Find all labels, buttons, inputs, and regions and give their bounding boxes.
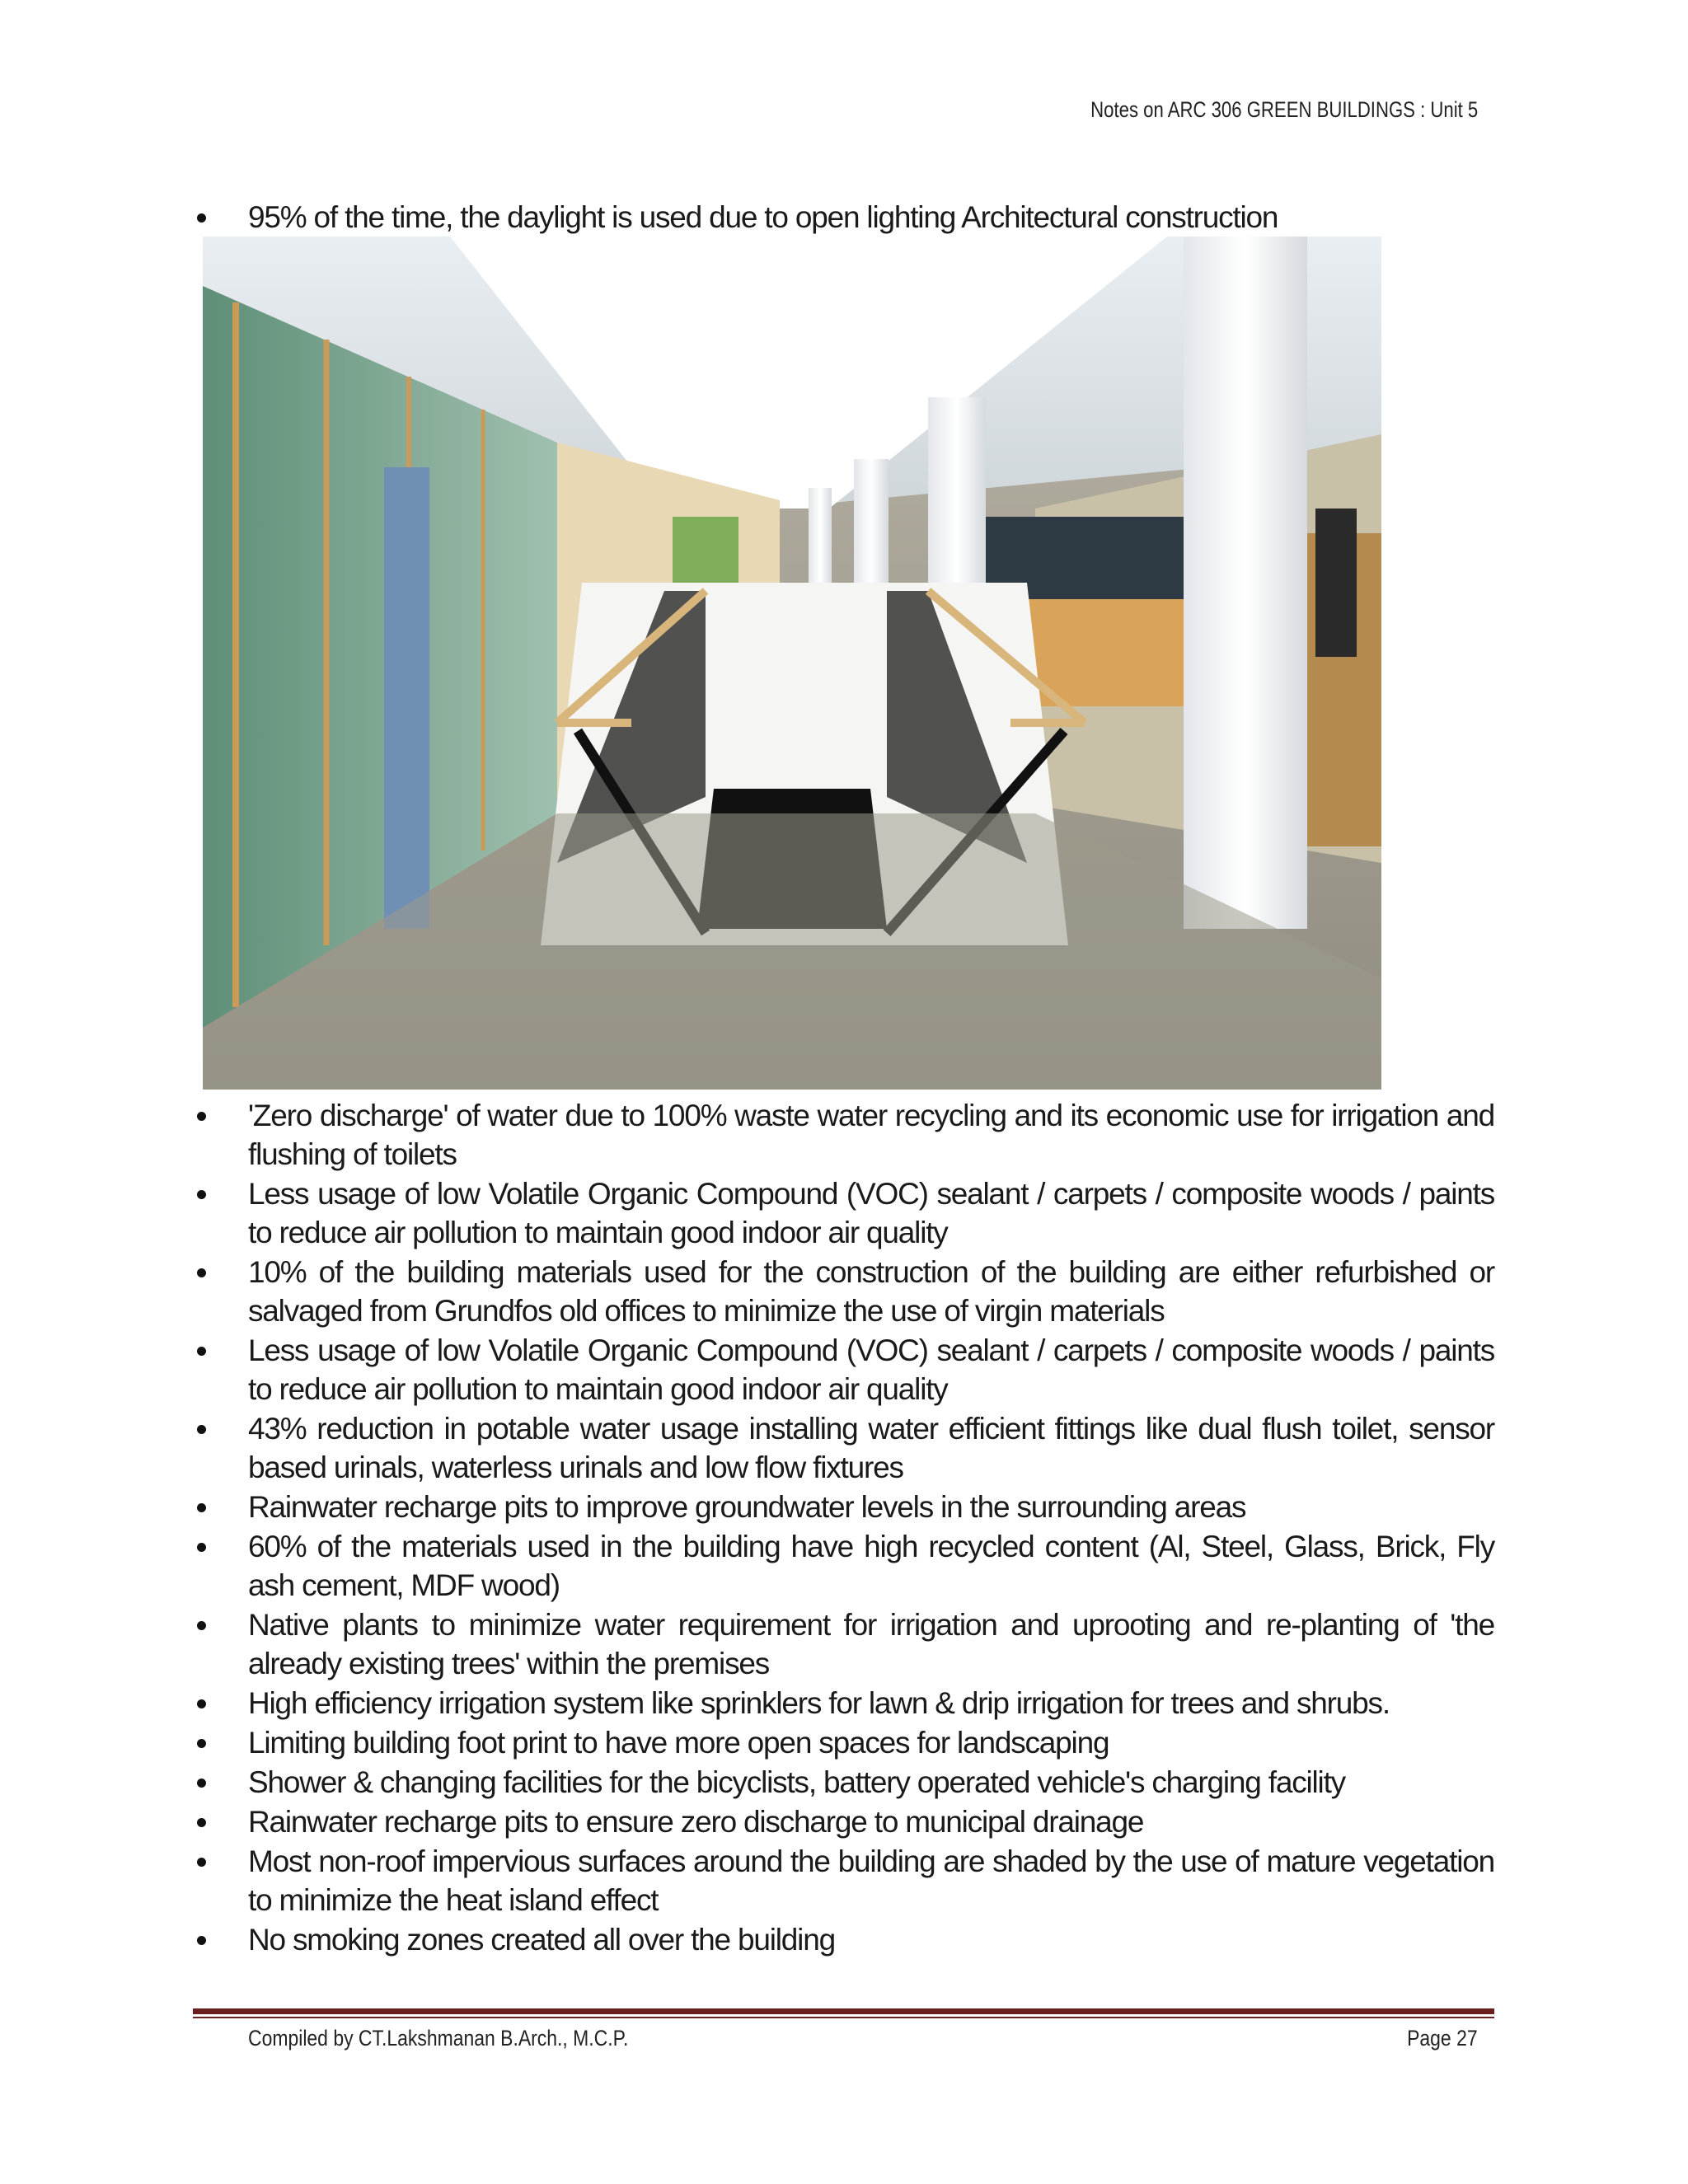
- bullet-dot-icon: [197, 1779, 206, 1788]
- list-item: [204, 1723, 1494, 1762]
- bullet-dot-icon: [197, 1425, 206, 1434]
- list-item: [204, 1842, 1494, 1919]
- bullet-text: 10% of the building materials used for the construction of the building are either refurbished or salvaged from Grundfos old offices to minimize the use of virgin materials: [248, 1255, 1494, 1328]
- list-item: [204, 1488, 1494, 1526]
- bullet-text: 'Zero discharge' of water due to 100% waste water recycling and its economic use for irrigation and flushing of toilets: [248, 1099, 1494, 1171]
- bullet-text: 95% of the time, the daylight is used due to open lighting Architectural construction: [248, 200, 1278, 234]
- bullet-text: Less usage of low Volatile Organic Compound (VOC) sealant / carpets / composite woods / paints to reduce air pollution to maintain good indoor air quality: [248, 1333, 1494, 1406]
- list-item: [204, 1174, 1494, 1252]
- bullet-dot-icon: [197, 1621, 206, 1630]
- bullet-dot-icon: [197, 1347, 206, 1356]
- list-item: [204, 1763, 1494, 1802]
- list-item: [204, 1409, 1494, 1487]
- list-item: [204, 1802, 1494, 1841]
- bullet-dot-icon: [197, 1739, 206, 1748]
- footer-author: Compiled by CT.Lakshmanan B.Arch., M.C.P.: [248, 2026, 629, 2050]
- bullet-text: Shower & changing facilities for the bicyclists, battery operated vehicle's charging facility: [248, 1765, 1345, 1799]
- office-atrium-photo: [203, 237, 1381, 1090]
- bullet-dot-icon: [197, 1818, 206, 1827]
- bullet-dot-icon: [197, 1858, 206, 1867]
- bullet-text: Most non-roof impervious surfaces around the building are shaded by the use of mature vegetation to minimize the heat island effect: [248, 1844, 1494, 1917]
- bullet-dot-icon: [197, 1699, 206, 1708]
- list-item: [204, 1684, 1494, 1722]
- bullet-text: Rainwater recharge pits to improve groundwater levels in the surrounding areas: [248, 1490, 1246, 1524]
- bullet-dot-icon: [197, 1112, 206, 1121]
- bullet-text: Less usage of low Volatile Organic Compound (VOC) sealant / carpets / composite woods / paints to reduce air pollution to maintain good indoor air quality: [248, 1177, 1494, 1249]
- list-item: [204, 1253, 1494, 1330]
- list-item: [204, 1605, 1494, 1683]
- bullet-dot-icon: [197, 1190, 206, 1199]
- bullet-dot-icon: [197, 1543, 206, 1552]
- list-item: [204, 1331, 1494, 1408]
- bullet-dot-icon: [197, 1268, 206, 1277]
- bullet-text: High efficiency irrigation system like sprinklers for lawn & drip irrigation for trees and shrubs.: [248, 1686, 1390, 1720]
- bullet-text: 43% reduction in potable water usage installing water efficient fittings like dual flush toilet, sensor based urinals, waterless urinals and low flow fixtures: [248, 1412, 1494, 1484]
- bullet-text: Limiting building foot print to have more open spaces for landscaping: [248, 1726, 1109, 1760]
- intro-bullet: [204, 198, 1494, 237]
- page-number: Page 27: [1407, 2026, 1478, 2050]
- bullet-dot-icon: [197, 1503, 206, 1512]
- footer-rule-thin: [193, 2017, 1494, 2018]
- list-item: [204, 1096, 1494, 1174]
- footer-rule: [193, 2008, 1494, 2014]
- page-content: [204, 198, 1494, 1960]
- bullet-list: [204, 1096, 1494, 1959]
- list-item: [204, 1920, 1494, 1959]
- list-item: [204, 1527, 1494, 1605]
- bullet-text: 60% of the materials used in the building have high recycled content (Al, Steel, Glass, Brick, Fly ash cement, MDF wood): [248, 1530, 1494, 1602]
- bullet-text: Rainwater recharge pits to ensure zero discharge to municipal drainage: [248, 1805, 1144, 1839]
- bullet-text: Native plants to minimize water requirement for irrigation and uprooting and re-planting of 'the already existing trees' within the premises: [248, 1608, 1494, 1680]
- bullet-text: No smoking zones created all over the building: [248, 1923, 835, 1957]
- bullet-dot-icon: [197, 213, 206, 223]
- page-header: Notes on ARC 306 GREEN BUILDINGS : Unit 5: [1090, 97, 1478, 122]
- bullet-dot-icon: [197, 1936, 206, 1945]
